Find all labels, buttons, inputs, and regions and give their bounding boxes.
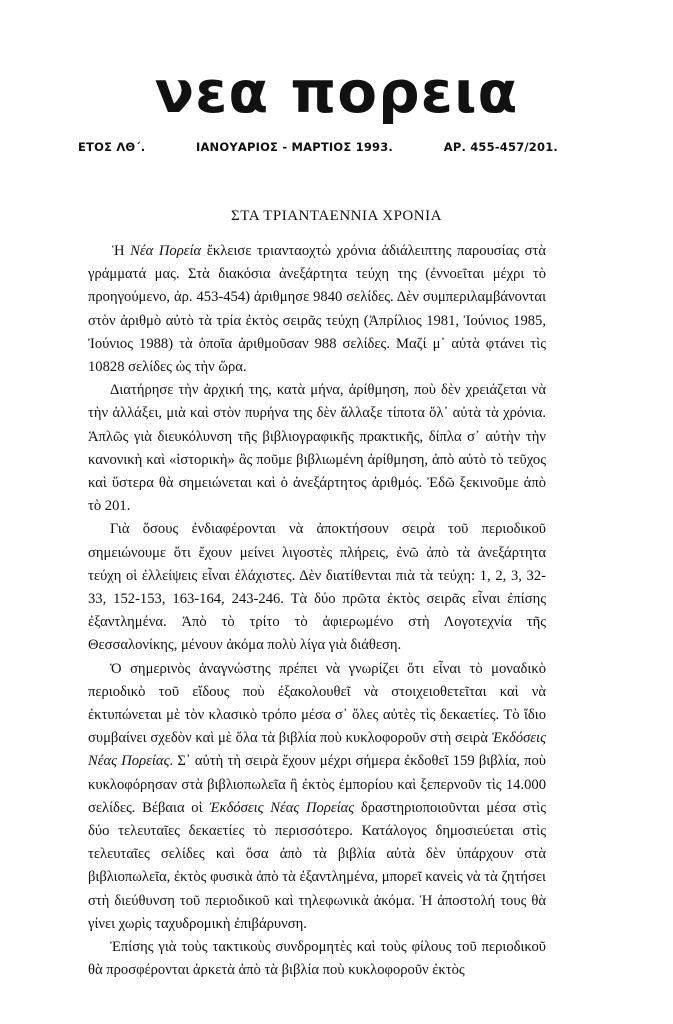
article-body [88, 240, 546, 983]
publisher-name-italic-2: Ἐκδόσεις Νέας Πορείας [209, 799, 355, 816]
issue-year: ΕΤΟΣ ΛΘ΄. [78, 140, 146, 154]
paragraph-4 [88, 658, 546, 936]
magazine-masthead: νεα πορεια [154, 58, 519, 126]
paragraph-3: Γιὰ ὅσους ἐνδιαφέρονται νὰ ἀποκτήσουν σειρὰ τοῦ περιοδικοῦ σημειώνουμε ὅτι ἔχουν μείνει λιγοστὲς πλήρεις, ἐνῶ ἀπὸ τὰ ἀνεξάρτητα τεύχη οἱ ἐλλείψεις εἶναι ἐλάχιστες. Δὲν διατίθενται πιὰ τὰ τεύχη: 1, 2, 3, 32-33, 152-153, 163-164, 243-246. Τὰ δύο πρῶτα ἐκτὸς σειρᾶς εἶναι ἐπίσης ἐξαντλημένα. Ἀπὸ τὸ τρίτο τὸ ἀφιερωμένο στὴ Λογοτεχνία τῆς Θεσσαλονίκης, μένουν ἀκόμα πολὺ λίγα γιὰ διάθεση. [88, 521, 546, 654]
paragraph-1-text-c: ἔκλεισε τριανταοχτὼ χρόνια ἀδιάλειπτης παρουσίας στὰ γράμματά μας. Στὰ διακόσια ἀνεξάρτητα τεύχη της (ἐννοεῖται μέχρι τὸ προηγούμενο, ἀρ. 453-454) ἀριθμησε 9840 σελίδες. Δὲν συμπεριλαμβάνονται στὸν ἀριθμὸ αὐτὸ τὰ τρία ἐκτὸς σειρᾶς τεύχη (Ἀπρίλιος 1981, Ἰούνιος 1985, Ἰούνιος 1988) τὰ ὁποῖα ἀριθμοῦσαν 988 σελίδες. Μαζί μ᾽ αὐτὰ φτάνει τὶς 10828 σελίδες ὡς τὴν ὥρα. [88, 243, 546, 376]
paragraph-1 [88, 240, 546, 379]
paragraph-4-text-e: δραστηριοποιοῦνται μέσα στὶς δύο τελευταῖες δεκαετίες τὸ περισσότερο. Κατάλογος δημοσιεύεται στὶς τελευταῖες σελίδες καὶ ὅσα ἀπὸ τὰ βιβλία αὐτὰ δὲν ὑπάρχουν στὰ βιβλιοπωλεῖα, ἐκτὸς φυσικὰ ἀπὸ τὰ ἐξαντλημένα, μπορεῖ κανεὶς νὰ τὰ ζητήσει στὴ διεύθυνση τοῦ περιοδικοῦ καὶ τηλεφωνικὰ ἀκόμα. Ἡ ἀποστολή τους θὰ γίνει χωρὶς ταχυδρομικὴ ἐπιβάρυνση. [88, 799, 547, 932]
publisher-name-italic: Ἐκδόσεις Νέας Πορείας [88, 730, 546, 770]
issue-number: ΑΡ. 455-457/201. [443, 140, 558, 154]
paragraph-4-text-c: . Σ᾽ αὐτὴ τὴ σειρὰ ἔχουν μέχρι σήμερα ἐκδοθεῖ 159 βιβλία, ποὺ κυκλοφόρησαν στὰ βιβλιοπωλεῖα ἢ ἐκτὸς ἐμπορίου καὶ ξεπερνοῦν τὶς 14.000 σελίδες. Βέβαια οἱ [88, 753, 546, 816]
issue-date: ΙΑΝΟΥΑΡΙΟΣ - ΜΑΡΤΙΟΣ 1993. [195, 140, 394, 154]
issue-info-line [78, 140, 558, 154]
paragraph-1-text-a: Ἡ [112, 243, 131, 259]
paragraph-5: Ἐπίσης γιὰ τοὺς τακτικοὺς συνδρομητὲς καὶ τοὺς φίλους τοῦ περιοδικοῦ θὰ προσφέρονται ἀρκετὰ ἀπὸ τὰ βιβλία ποὺ κυκλοφοροῦν ἐκτὸς [88, 939, 546, 979]
magazine-name-italic: Νέα Πορεία [130, 243, 202, 259]
paragraph-4-text-a: Ὁ σημερινὸς ἀναγνώστης πρέπει νὰ γνωρίζει ὅτι εἶναι τὸ μοναδικὸ περιοδικὸ τοῦ εἴδους ποὺ ἐξακολουθεῖ νὰ στοιχειοθετεῖται καὶ νὰ ἐκτυπώνεται μὲ τὸν κλασικὸ τρόπο μέσα σ᾽ ὅλες αὐτὲς τὶς δεκαετίες. Τὸ ἴδιο συμβαίνει σχεδὸν καὶ μὲ ὅλα τὰ βιβλία ποὺ κυκλοφοροῦν στὴ σειρὰ [88, 660, 546, 747]
paragraph-2: Διατήρησε τὴν ἀρχική της, κατὰ μήνα, ἀρίθμηση, ποὺ δὲν χρειάζεται νὰ τὴν ἀλλάξει, μιὰ καὶ στὸν πυρήνα της δὲν ἄλλαξε τίποτα ὅλ᾽ αὐτὰ τὰ χρόνια. Ἁπλῶς γιὰ διευκόλυνση τῆς βιβλιογραφικῆς πρακτικῆς, δίπλα σ᾽ αὐτὴν τὴν κανονικὴ καὶ «ἱστορικὴ» ἂς ποῦμε βιβλιωμένη ἀρίθμηση, ἀπὸ αὐτὸ τὸ τεῦχος καὶ ὕστερα θὰ σημειώνεται καὶ ὁ ἀνεξάρτητος ἀριθμός. Ἐδῶ ξεκινοῦμε ἀπὸ τὸ 201. [88, 382, 546, 515]
article-headline: ΣΤΑ ΤΡΙΑΝΤΑΕΝΝΙΑ ΧΡΟΝΙΑ [231, 208, 442, 224]
